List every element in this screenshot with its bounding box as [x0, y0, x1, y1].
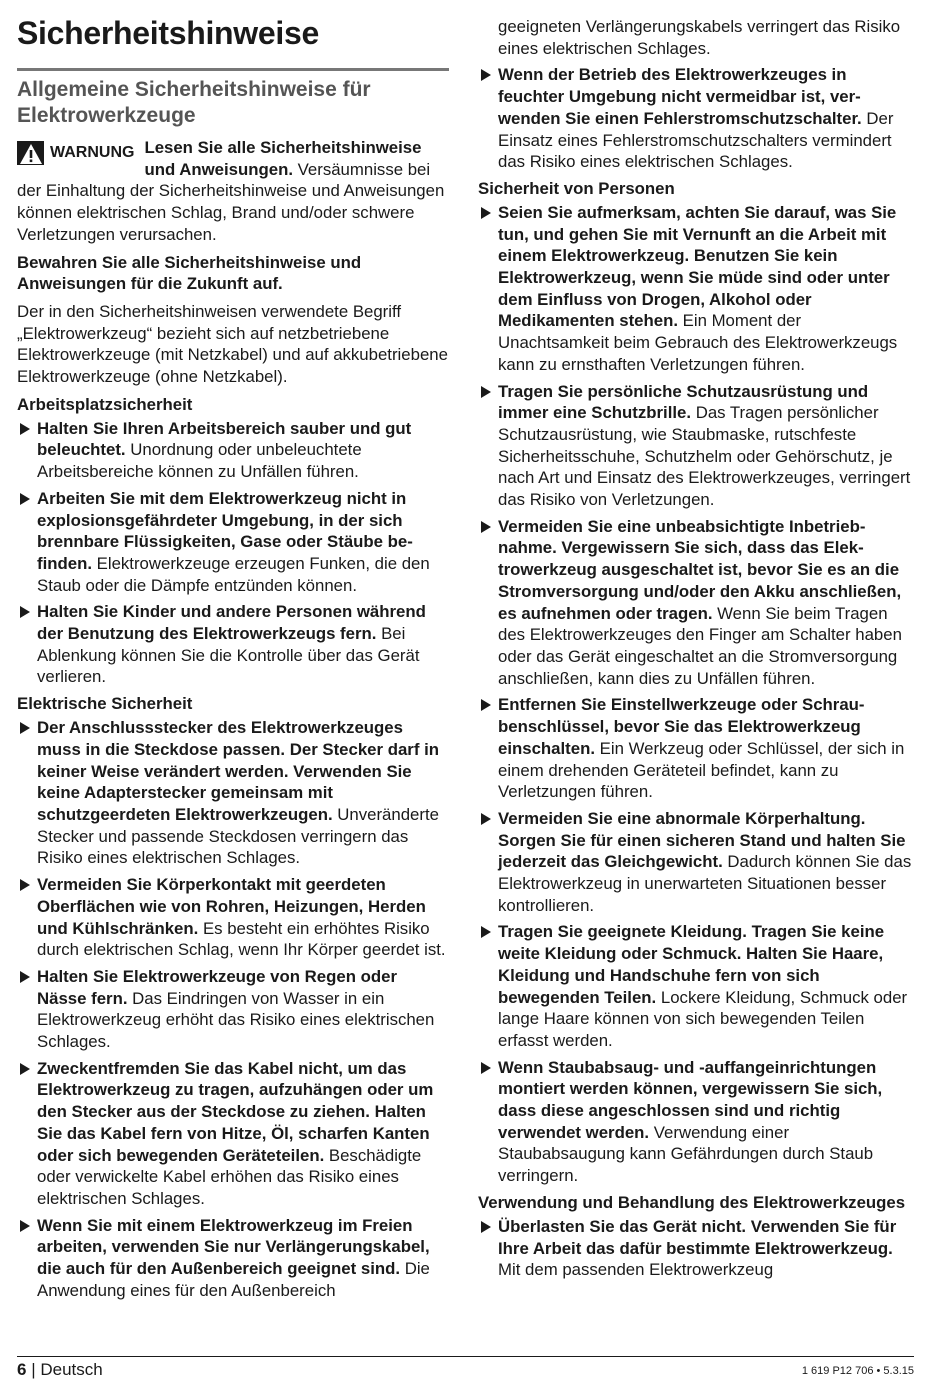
list-item [478, 694, 914, 803]
item-bold: Halten Sie Elektrowerkzeuge von Regen oder Nässe fern. [37, 966, 397, 1008]
section-elektrisch [17, 693, 449, 1301]
list-item [478, 64, 914, 173]
list-item [478, 381, 914, 511]
bullet-arrow-icon [20, 971, 30, 983]
page-footer [17, 1356, 914, 1379]
list-item [17, 966, 449, 1053]
item-text: Das Tragen persönlicher Schutzausrüstung, wie Staubmaske, rutschfeste Sicherheitsschuhe, Schutzhelm oder Gehörschutz, je nach Art und Einsatz des Elektrowerkzeuges, verringert das Risiko von Verletzungen. [498, 403, 911, 510]
page-title: Sicherheitshinweise [17, 15, 319, 51]
item-bold: Wenn der Betrieb des Elektrowerkzeuges in feuchter Umgebung nicht vermeidbar ist, verwenden Sie einen Fehlerstromschutzschalter. [498, 65, 862, 128]
item-text: Mit dem passenden Elektrowerkzeug [498, 1260, 774, 1280]
bullet-arrow-icon [20, 493, 30, 505]
bullet-arrow-icon [481, 1062, 491, 1074]
item-bold: Halten Sie Ihren Arbeitsbereich sauber und gut beleuchtet. [37, 418, 412, 460]
section-personen [478, 178, 914, 1187]
list-item [478, 516, 914, 690]
item-bold: Halten Sie Kinder und andere Personen während der Benutzung des Elektrowerkzeugs fern. [37, 602, 426, 644]
list-item [17, 1058, 449, 1210]
item-text: Lockere Kleidung, Schmuck oder lange Haare können von sich bewegenden Teilen erfasst werden. [498, 987, 908, 1050]
item-text: Verwendung einer Staubabsaugung kann Gefährdungen durch Staub verringern. [498, 1122, 874, 1186]
section-verwendung [478, 1192, 914, 1281]
item-bold: Arbeiten Sie mit dem Elektrowerkzeug nicht in explosionsgefährdeter Umgebung, in der sich brennbare Flüssigkeiten, Gase oder Stäube befinden. [37, 488, 413, 573]
footer-separator: | [31, 1360, 36, 1379]
section-arbeitsplatz [17, 394, 449, 688]
list-item [17, 418, 449, 483]
bullet-arrow-icon [481, 386, 491, 398]
item-text: Der Einsatz eines Fehlerstromschutzschalters vermindert das Risiko eines elektrischen Schlages. [498, 108, 894, 172]
keep-notice: Bewahren Sie alle Sicherheitshinweise und Anweisungen für die Zukunft auf. [17, 252, 362, 294]
subheading: Sicherheit von Personen [478, 178, 675, 198]
warning-paragraph [17, 137, 449, 246]
bullet-arrow-icon [20, 1220, 30, 1232]
bullet-arrow-icon [481, 813, 491, 825]
item-text: Beschädigte oder verwickelte Kabel erhöhen das Risiko eines elektrischen Schlages. [37, 1145, 422, 1208]
subheading: Verwendung und Behandlung des Elektrowerkzeuges [478, 1192, 906, 1212]
item-bold: Seien Sie aufmerksam, achten Sie darauf, was Sie tun, und gehen Sie mit Vernunft an die Arbeit mit einem Elektrowerkzeug. Benutzen Sie kein Elektrowerkzeug, wenn Sie müde sind oder unter dem Einfluss von Drogen, Alkohol oder Medikamenten stehen. [498, 202, 897, 331]
warning-text: Versäumnisse bei der Einhaltung der Sicherheitshinweise und Anweisungen können elektrischen Schlag, Brand und/oder schwere Verletzungen verursachen. [17, 159, 445, 244]
item-bold: Überlasten Sie das Gerät nicht. Verwenden Sie für Ihre Arbeit das dafür bestimmte Elektrowerkzeug. [498, 1216, 897, 1258]
language-label: Deutsch [40, 1360, 103, 1379]
item-text: Die Anwendung eines für den Außenbereich [37, 1259, 430, 1300]
item-bold: Der Anschlussstecker des Elektrowerkzeuges muss in die Steckdose passen. Der Stecker darf in keiner Weise verändert werden. Verwenden Sie keine Adapterstecker gemeinsam mit schutzgeerdeten Elektrowerkzeugen. [37, 718, 439, 824]
bullet-arrow-icon [20, 606, 30, 618]
list-item [17, 488, 449, 597]
right-column [478, 0, 914, 1286]
item-text: Unordnung oder unbeleuchtete Arbeitsbereiche können zu Unfällen führen. [37, 440, 362, 482]
item-bold: Tragen Sie persönliche Schutzausrüstung und immer eine Schutzbrille. [498, 381, 869, 423]
item-text: Ein Moment der Unachtsamkeit beim Gebrauch des Elektrowerkzeugs kann zu ernsthaften Verletzungen führen. [498, 311, 898, 374]
list-item [478, 921, 914, 1051]
list-item [17, 601, 449, 688]
bullet-arrow-icon [481, 1221, 491, 1233]
list-item [478, 808, 914, 917]
item-text: Elektrowerkzeuge erzeugen Funken, die den Staub oder die Dämpfe entzünden können. [37, 553, 430, 595]
item-text: Das Eindringen von Wasser in ein Elektrowerkzeug erhöht das Risiko eines elektrischen Schlages. [37, 988, 435, 1052]
bullet-arrow-icon [481, 69, 491, 81]
bullet-arrow-icon [20, 722, 30, 734]
item-bold: Vermeiden Sie Körperkontakt mit geerdeten Oberflächen wie von Rohren, Heizungen, Herden und Kühlschränken. [37, 875, 426, 938]
warning-triangle-icon [17, 141, 44, 165]
item-bold: Zweckentfremden Sie das Kabel nicht, um das Elektrowerkzeug zu tragen, aufzuhängen oder um den Stecker aus der Steckdose zu ziehen. Halten Sie das Kabel fern von Hitze, Öl, scharfen Kanten oder sich bewegenden Geräteteilen. [37, 1058, 434, 1165]
subheading: Arbeitsplatzsicherheit [17, 394, 193, 414]
section-title: Allgemeine Sicherheitshinweise für Elektrowerkzeuge [17, 78, 371, 127]
bullet-arrow-icon [481, 207, 491, 219]
bullet-arrow-icon [481, 521, 491, 533]
term-notice: Der in den Sicherheitshinweisen verwendete Begriff „Elektrowerkzeug“ bezieht sich auf netzbetriebene Elektrowerkzeuge (mit Netzkabel) und auf akkubetriebene Elektrowerkzeuge (ohne Netzkabel). [17, 301, 448, 387]
subheading: Elektrische Sicherheit [17, 694, 193, 714]
bullet-arrow-icon [20, 423, 30, 435]
item-text: Es besteht ein erhöhtes Risiko durch elektrischen Schlag, wenn Ihr Körper geerdet ist. [37, 918, 446, 960]
continued-text: geeigneten Verlängerungskabels verringert das Risiko eines elektrischen Schlages. [498, 17, 901, 58]
list-item [478, 202, 914, 376]
bullet-arrow-icon [481, 926, 491, 938]
item-text: Bei Ablenkung können Sie die Kontrolle über das Gerät verlieren. [37, 624, 420, 687]
document-id: 1 619 P12 706 • 5.3.15 [801, 1365, 914, 1377]
list-item [478, 1057, 914, 1187]
item-text: Ein Werkzeug oder Schlüssel, der sich in einem drehenden Geräteteil befindet, kann zu Verletzungen führen. [498, 738, 905, 802]
bullet-arrow-icon [20, 879, 30, 891]
list-item [478, 1216, 914, 1281]
left-column [17, 0, 449, 1306]
item-text: Wenn Sie beim Tragen des Elektrowerkzeuges den Finger am Schalter haben oder das Gerät eingeschaltet an die Stromversorgung anschließen, kann dies zu Unfällen führen. [498, 603, 902, 688]
bullet-arrow-icon [481, 699, 491, 711]
page-number: 6 [17, 1360, 27, 1379]
item-bold: Vermeiden Sie eine unbeabsichtigte Inbetriebnahme. Vergewissern Sie sich, dass das Elektrowerkzeug ausgeschaltet ist, bevor Sie es an die Stromversorgung und/oder den Akku anschließen, es aufnehmen oder tragen. [498, 516, 902, 623]
item-text: Unveränderte Stecker und passende Steckdosen verringern das Risiko eines elektrischen Schlages. [37, 804, 439, 868]
warning-badge [17, 141, 134, 165]
warning-label: WARNUNG [50, 144, 135, 162]
item-bold: Wenn Sie mit einem Elektrowerkzeug im Freien arbeiten, verwenden Sie nur Verlängerungskabel, die auch für den Außenbereich geeignet sind. [37, 1215, 430, 1279]
item-bold: Tragen Sie geeignete Kleidung. Tragen Sie keine weite Kleidung oder Schmuck. Halten Sie Haare, Kleidung und Handschuhe fern von sich bewegenden Teilen. [498, 922, 885, 1007]
item-text: Dadurch können Sie das Elektrowerkzeug in unerwarteten Situationen besser kontrollieren. [498, 852, 912, 915]
item-bold: Vermeiden Sie eine abnormale Körperhaltung. Sorgen Sie für einen sicheren Stand und halten Sie jederzeit das Gleichgewicht. [498, 808, 906, 872]
title-divider [17, 68, 449, 71]
item-bold: Entfernen Sie Einstellwerkzeuge oder Schraubenschlüssel, bevor Sie das Elektrowerkzeug einschalten. [498, 695, 865, 758]
warning-bold: Lesen Sie alle Sicherheitshinweise und Anweisungen. [144, 138, 422, 179]
list-item [17, 874, 449, 961]
item-bold: Wenn Staubabsaug- und -auffangeinrichtungen montiert werden können, vergewissern Sie sich, dass diese angeschlossen sind und richtig verwendet werden. [498, 1057, 883, 1142]
list-item [17, 717, 449, 869]
list-item [17, 1215, 449, 1302]
bullet-arrow-icon [20, 1063, 30, 1075]
footer-left [17, 1360, 103, 1380]
